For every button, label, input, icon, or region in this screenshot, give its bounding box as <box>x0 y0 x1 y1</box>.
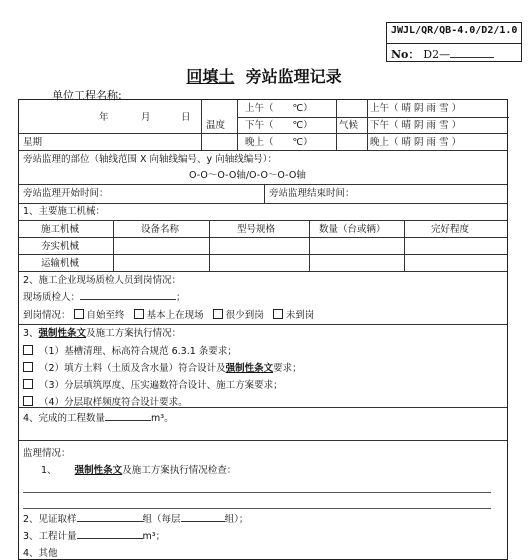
table-row-transport: 运输机械 <box>41 258 80 269</box>
compliance-item-3[interactable]: （3）分层填筑厚度、压实遍数符合设计、施工方案要求； <box>23 379 283 392</box>
weekday-label: 星期 <box>23 137 43 148</box>
document-number: No： D2— <box>391 46 494 62</box>
attendance-row: 到岗情况： 自始至终 基本上在现场 很少到岗 未到岗 <box>23 310 315 321</box>
rule <box>19 324 507 325</box>
supervision-item-3: 3、工程计量 m³； <box>23 531 166 542</box>
attendance-option-rarely[interactable]: 很少到岗 <box>213 310 264 321</box>
axis-range: O-O～O-O轴/O-O～O-O轴 <box>189 170 306 181</box>
weather-pm: 下午（ 晴 阴 雨 雪 ） <box>370 120 462 131</box>
table-header-model: 型号规格 <box>237 224 276 235</box>
compliance-item-1[interactable]: （1）基槽清理、标高符合规范 6.3.1 条要求； <box>23 345 237 358</box>
rule <box>19 237 507 238</box>
checkbox-icon <box>23 379 33 389</box>
rule <box>201 100 202 150</box>
table-header-machinery: 施工机械 <box>41 224 80 235</box>
table-header-equipment: 设备名称 <box>141 224 180 235</box>
temperature-pm: 下午（ ℃） <box>245 120 313 131</box>
machinery-heading: 1、主要施工机械： <box>23 206 106 217</box>
start-time-label: 旁站监理开始时间： <box>23 188 109 199</box>
rule <box>367 100 368 150</box>
attendance-option-absent[interactable]: 未到岗 <box>273 310 315 321</box>
rule <box>113 220 114 271</box>
unit-project-name-label: 单位工程名称: <box>52 89 122 102</box>
rule <box>19 184 507 185</box>
supervision-item-1: 1、 强制性条文及施工方案执行情况检查： <box>41 465 237 476</box>
location-label: 旁站监理的部位（轴线范围 X 向轴线编号、y 向轴线编号）： <box>23 154 277 165</box>
rule <box>404 220 405 271</box>
temperature-night: 晚上（ ℃） <box>245 137 313 148</box>
rule <box>367 117 509 118</box>
supervision-heading: 监理情况： <box>23 448 71 459</box>
checkbox-icon <box>74 309 84 319</box>
rule <box>237 100 238 150</box>
date-day-label: 日 <box>181 112 191 123</box>
checkbox-icon <box>23 362 33 372</box>
write-in-line <box>23 492 491 493</box>
inspector-name-row: 现场质检人： ； <box>23 292 186 303</box>
supervision-item-2: 2、见证取样 组（每层 组）； <box>23 514 249 525</box>
table-row-compaction: 夯实机械 <box>41 241 80 252</box>
write-in-line <box>23 508 491 509</box>
checkbox-icon <box>23 396 33 406</box>
checkbox-icon <box>23 345 33 355</box>
compliance-item-4[interactable]: （4）分层取样频度符合设计要求。 <box>23 396 188 409</box>
checkbox-icon <box>134 309 144 319</box>
temperature-label: 温度 <box>206 120 226 131</box>
compliance-item-2[interactable]: （2）填方土料（土质及含水量）符合设计及强制性条文要求； <box>23 362 302 375</box>
table-header-quantity: 数量（台或辆） <box>319 224 386 235</box>
weather-night: 晚上（ 晴 阴 雨 雪 ） <box>370 137 462 148</box>
document-code: JWJL/QR/QB-4.0/D2/1.0 <box>391 25 518 36</box>
date-year-label: 年 <box>99 112 109 123</box>
rule <box>209 220 210 271</box>
rule <box>336 100 337 150</box>
inspector-heading: 2、施工企业现场质检人员到岗情况： <box>23 275 182 286</box>
attendance-option-mostly[interactable]: 基本上在现场 <box>134 310 204 321</box>
rule <box>19 203 507 204</box>
rule <box>19 440 507 441</box>
date-month-label: 月 <box>141 112 151 123</box>
completed-quantity: 4、完成的工程数量 m³。 <box>23 413 174 424</box>
rule <box>19 271 507 272</box>
temperature-am: 上午（ ℃） <box>245 103 313 114</box>
code-box-divider <box>387 43 521 44</box>
record-form <box>18 99 508 560</box>
end-time-label: 旁站监理结束时间： <box>269 188 355 199</box>
supervision-item-4: 4、其他 <box>23 548 58 559</box>
rule <box>19 150 507 151</box>
rule <box>19 220 507 221</box>
document-code-box <box>386 22 522 62</box>
table-header-condition: 完好程度 <box>431 224 470 235</box>
compliance-heading: 3、强制性条文及施工方案执行情况： <box>23 328 182 339</box>
attendance-option-always[interactable]: 自始至终 <box>74 310 125 321</box>
rule <box>309 220 310 271</box>
page-title: 回填土 旁站监理记录 <box>186 67 342 86</box>
rule <box>264 184 265 203</box>
rule <box>19 254 507 255</box>
weather-label: 气候 <box>339 120 359 131</box>
rule <box>237 133 336 134</box>
weather-am: 上午（ 晴 阴 雨 雪 ） <box>370 103 462 114</box>
checkbox-icon <box>273 309 283 319</box>
checkbox-icon <box>213 309 223 319</box>
